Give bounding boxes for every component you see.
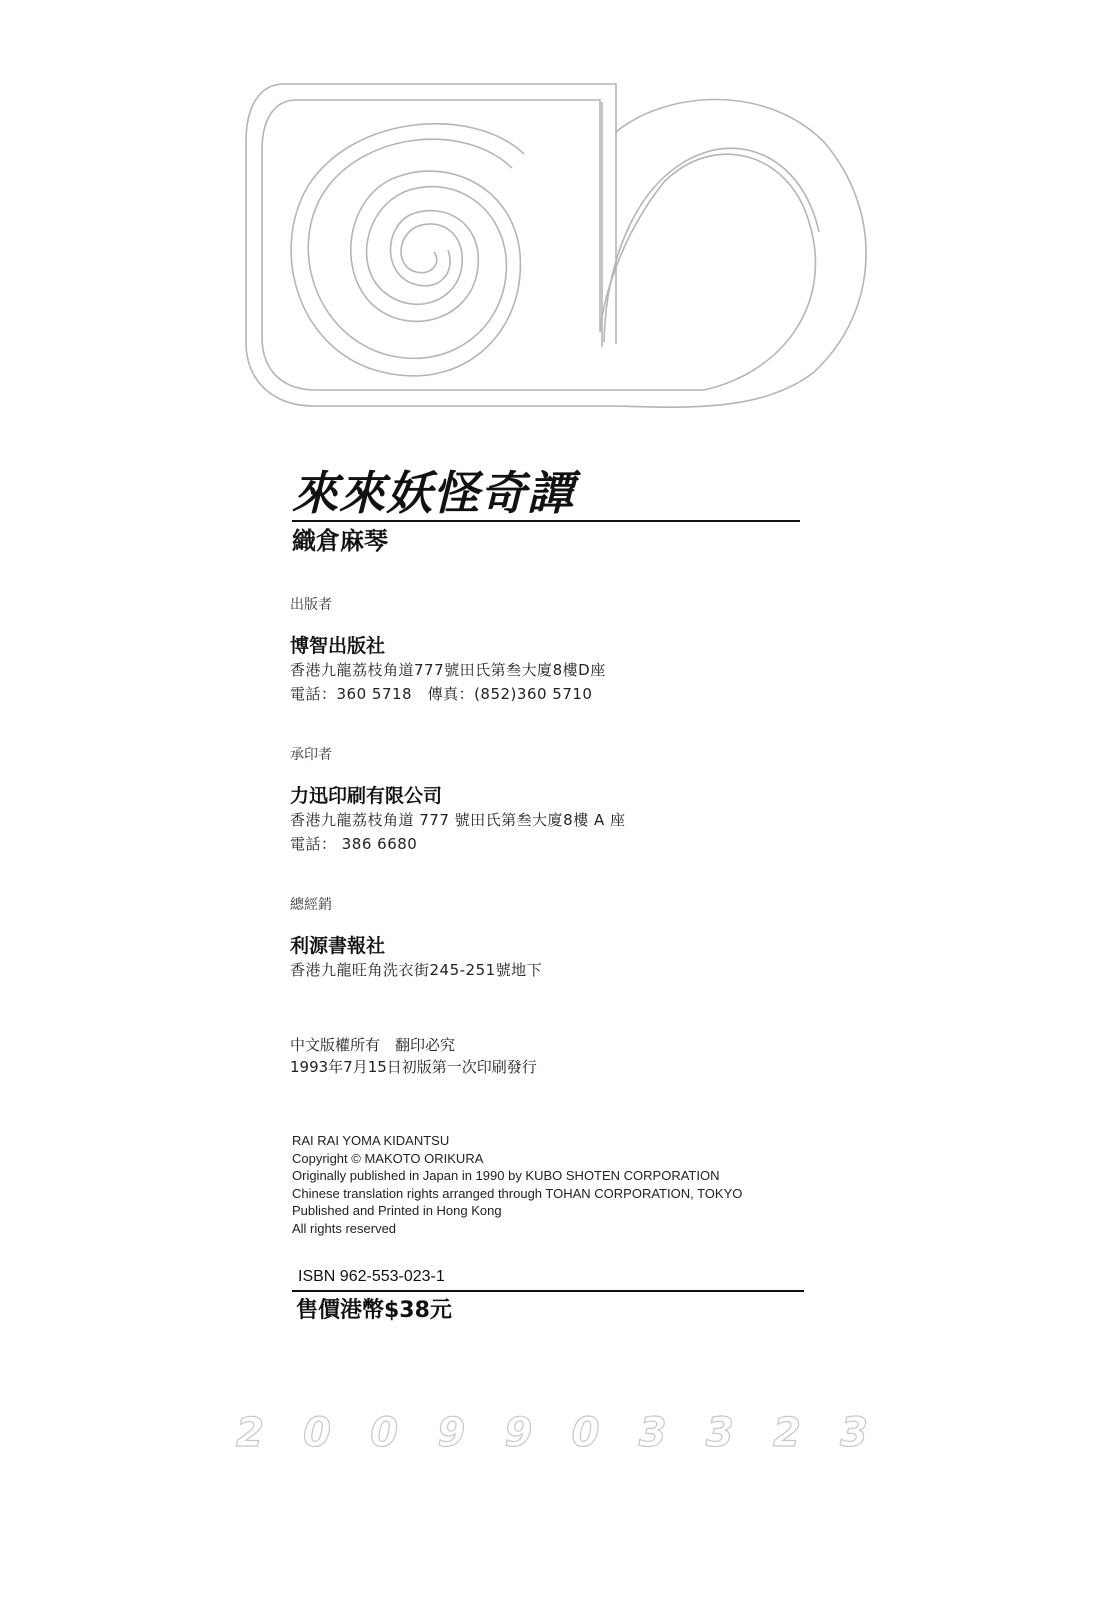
- publisher-role-label: 出版者: [290, 597, 332, 613]
- distributor-name: 利源書報社: [290, 935, 386, 957]
- printer-section: [290, 746, 626, 856]
- original-publication-line: Originally published in Japan in 1990 by KUBO SHOTEN CORPORATION: [292, 1168, 720, 1184]
- distributor-section: [290, 896, 542, 982]
- publisher-phone: 電話：360 5718 傳真：(852)360 5710: [290, 685, 593, 703]
- printer-address: 香港九龍荔枝角道 777 號田氏第叁大廈8樓 A 座: [290, 811, 626, 829]
- distributor-address: 香港九龍旺角洗衣街245-251號地下: [290, 961, 543, 979]
- all-rights-line: All rights reserved: [292, 1220, 397, 1236]
- printer-phone: 電話： 386 6680: [290, 835, 418, 853]
- printer-role-label: 承印者: [290, 747, 332, 763]
- bottom-number-text: 2009903323: [236, 1410, 868, 1456]
- publisher-section: [290, 596, 606, 706]
- book-title: 來來妖怪奇譚: [292, 466, 574, 520]
- distributor-role-label: 總經銷: [290, 897, 332, 913]
- bottom-outline-number: [0, 1406, 1100, 1462]
- edition-line: 1993年7月15日初版第一次印刷發行: [290, 1058, 537, 1076]
- rights-section: [290, 1034, 537, 1078]
- printer-name: 力迅印刷有限公司: [290, 785, 443, 807]
- translation-rights-line: Chinese translation rights arranged through TOHAN CORPORATION, TOKYO: [292, 1185, 743, 1201]
- price: 售價港幣$38元: [296, 1298, 452, 1323]
- publisher-address: 香港九龍荔枝角道777號田氏第叁大廈8樓D座: [290, 661, 606, 679]
- publisher-spiral-logo-icon: [244, 82, 870, 408]
- book-author: 織倉麻琴: [292, 527, 388, 555]
- printed-in-line: Published and Printed in Hong Kong: [292, 1203, 502, 1219]
- title-rule: [292, 520, 800, 522]
- english-title-line: RAI RAI YOMA KIDANTSU: [292, 1133, 450, 1148]
- isbn: ISBN 962-553-023-1: [298, 1268, 445, 1285]
- english-copyright-section: [292, 1132, 742, 1238]
- publisher-name: 博智出版社: [290, 635, 386, 657]
- isbn-rule: [292, 1290, 804, 1292]
- copyright-line: Copyright © MAKOTO ORIKURA: [292, 1150, 484, 1166]
- rights-line: 中文版權所有 翻印必究: [290, 1036, 456, 1054]
